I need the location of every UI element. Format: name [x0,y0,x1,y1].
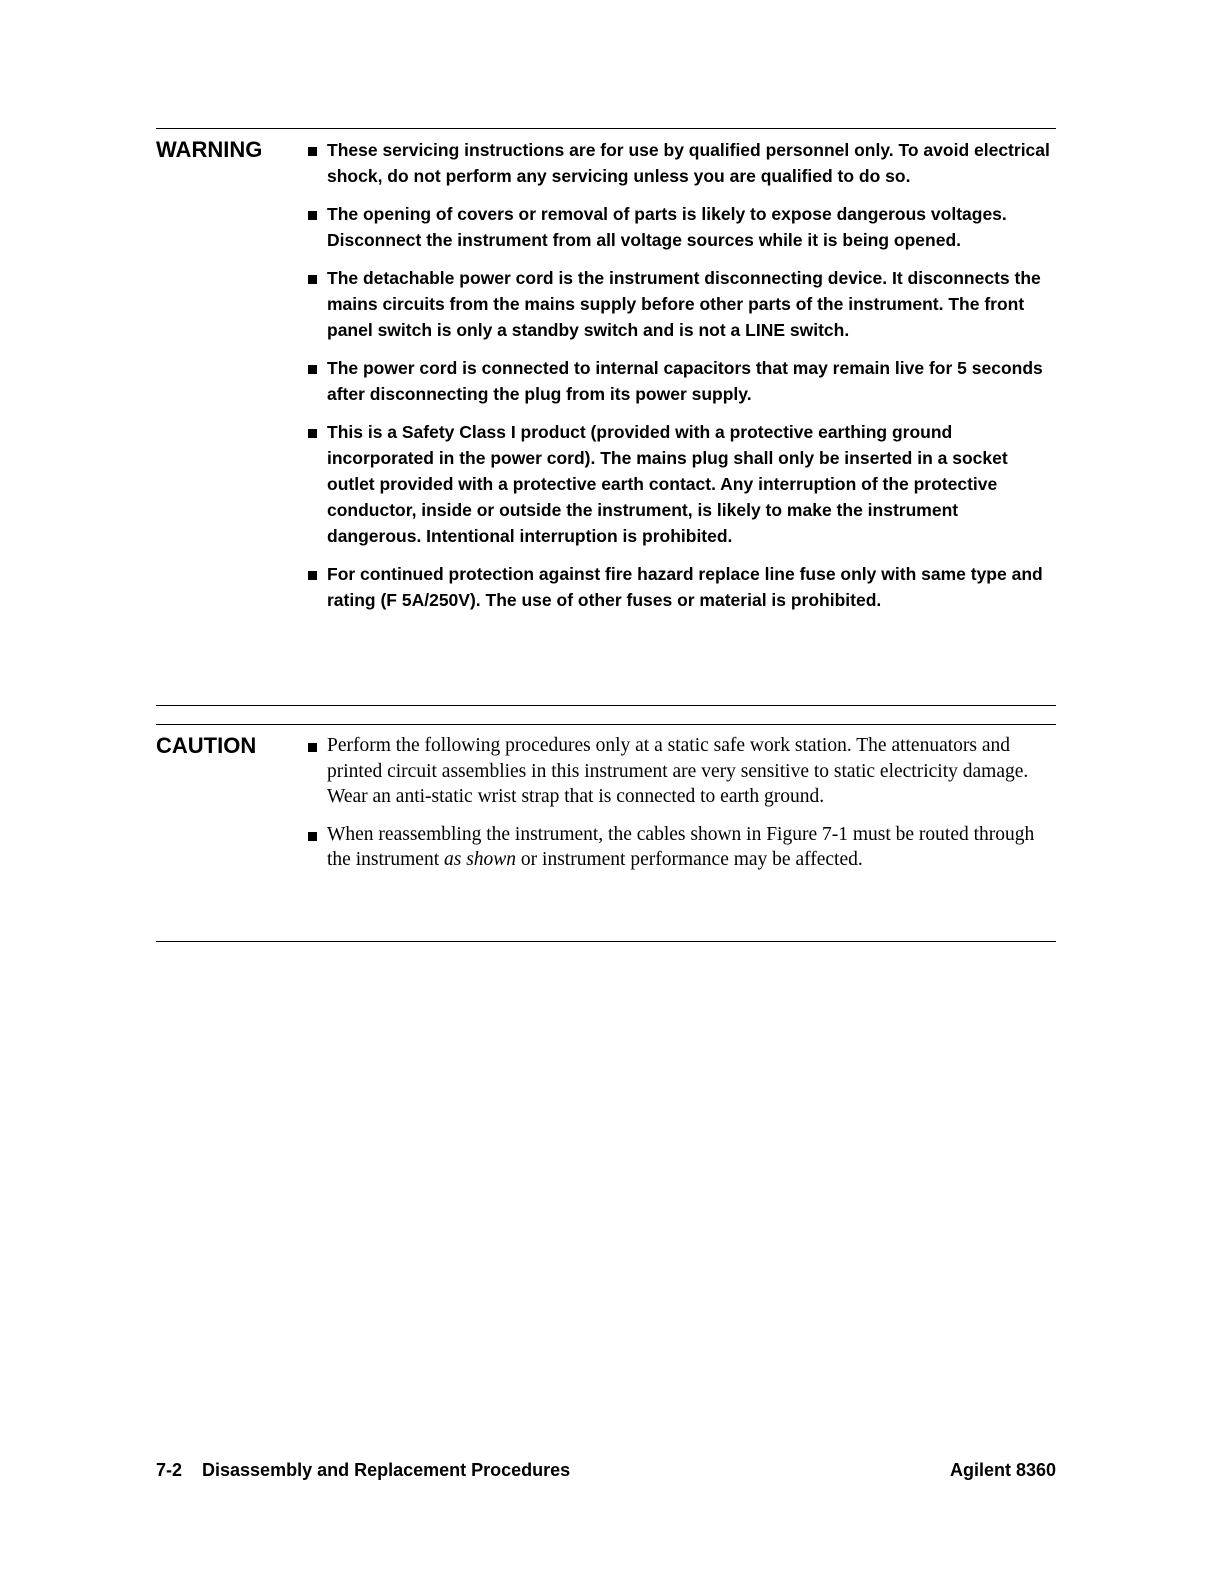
square-bullet-icon [308,211,317,220]
warning-item-text: This is a Safety Class I product (provided with a protective earthing ground incorporated in the power cord). The mains plug shall only be inserted in a socket outlet provided with a protective earth contact. Any interruption of the protective conductor, inside or outside the instrument, is likely to make the instrument dangerous. Intentional interruption is prohibited. [327,422,1008,546]
square-bullet-icon [308,832,317,841]
caution-item-text-after: or instrument performance may be affected. [516,849,863,870]
caution-item [306,822,1056,873]
warning-item-text: For continued protection against fire hazard replace line fuse only with same type and rating (F 5A/250V). The use of other fuses or material is prohibited. [327,564,1043,610]
caution-block [156,724,1056,942]
warning-list [306,137,1056,625]
square-bullet-icon [308,275,317,284]
warning-item-text: The detachable power cord is the instrument disconnecting device. It disconnects the mains circuits from the mains supply before other parts of the instrument. The front panel switch is only a standby switch and is not a LINE switch. [327,268,1041,340]
warning-item [306,265,1056,343]
caution-list [306,733,1056,885]
product-name: Agilent 8360 [949,1460,1056,1480]
page-number: 7-2 [156,1460,183,1480]
square-bullet-icon [308,743,317,752]
warning-item-text: The power cord is connected to internal capacitors that may remain live for 5 seconds after disconnecting the plug from its power supply. [327,358,1043,404]
square-bullet-icon [308,571,317,580]
caution-item-emphasis: as shown [443,849,517,870]
square-bullet-icon [308,365,317,374]
section-title: Disassembly and Replacement Procedures [202,1460,571,1480]
warning-block [156,128,1056,706]
caution-item [306,733,1056,810]
warning-item-text: These servicing instructions are for use by qualified personnel only. To avoid electrical shock, do not perform any servicing unless you are qualified to do so. [327,140,1050,186]
warning-item [306,201,1056,253]
warning-label: WARNING [156,137,263,162]
warning-item [306,137,1056,189]
warning-item [306,355,1056,407]
footer-left [156,1460,570,1481]
caution-label: CAUTION [156,733,257,758]
square-bullet-icon [308,429,317,438]
caution-item-text: Perform the following procedures only at a static safe work station. The attenuators and printed circuit assemblies in this instrument are very sensitive to static electricity damage. Wear an anti-static wrist strap that is connected to earth ground. [327,735,1029,807]
warning-item-text: The opening of covers or removal of parts is likely to expose dangerous voltages. Disconnect the instrument from all voltage sources while it is being opened. [327,204,1007,250]
warning-item [306,561,1056,613]
caution-item-text-before: When reassembling the instrument, the cables shown in Figure 7-1 must be routed through the instrument [327,823,1035,870]
square-bullet-icon [308,147,317,156]
warning-item [306,419,1056,549]
